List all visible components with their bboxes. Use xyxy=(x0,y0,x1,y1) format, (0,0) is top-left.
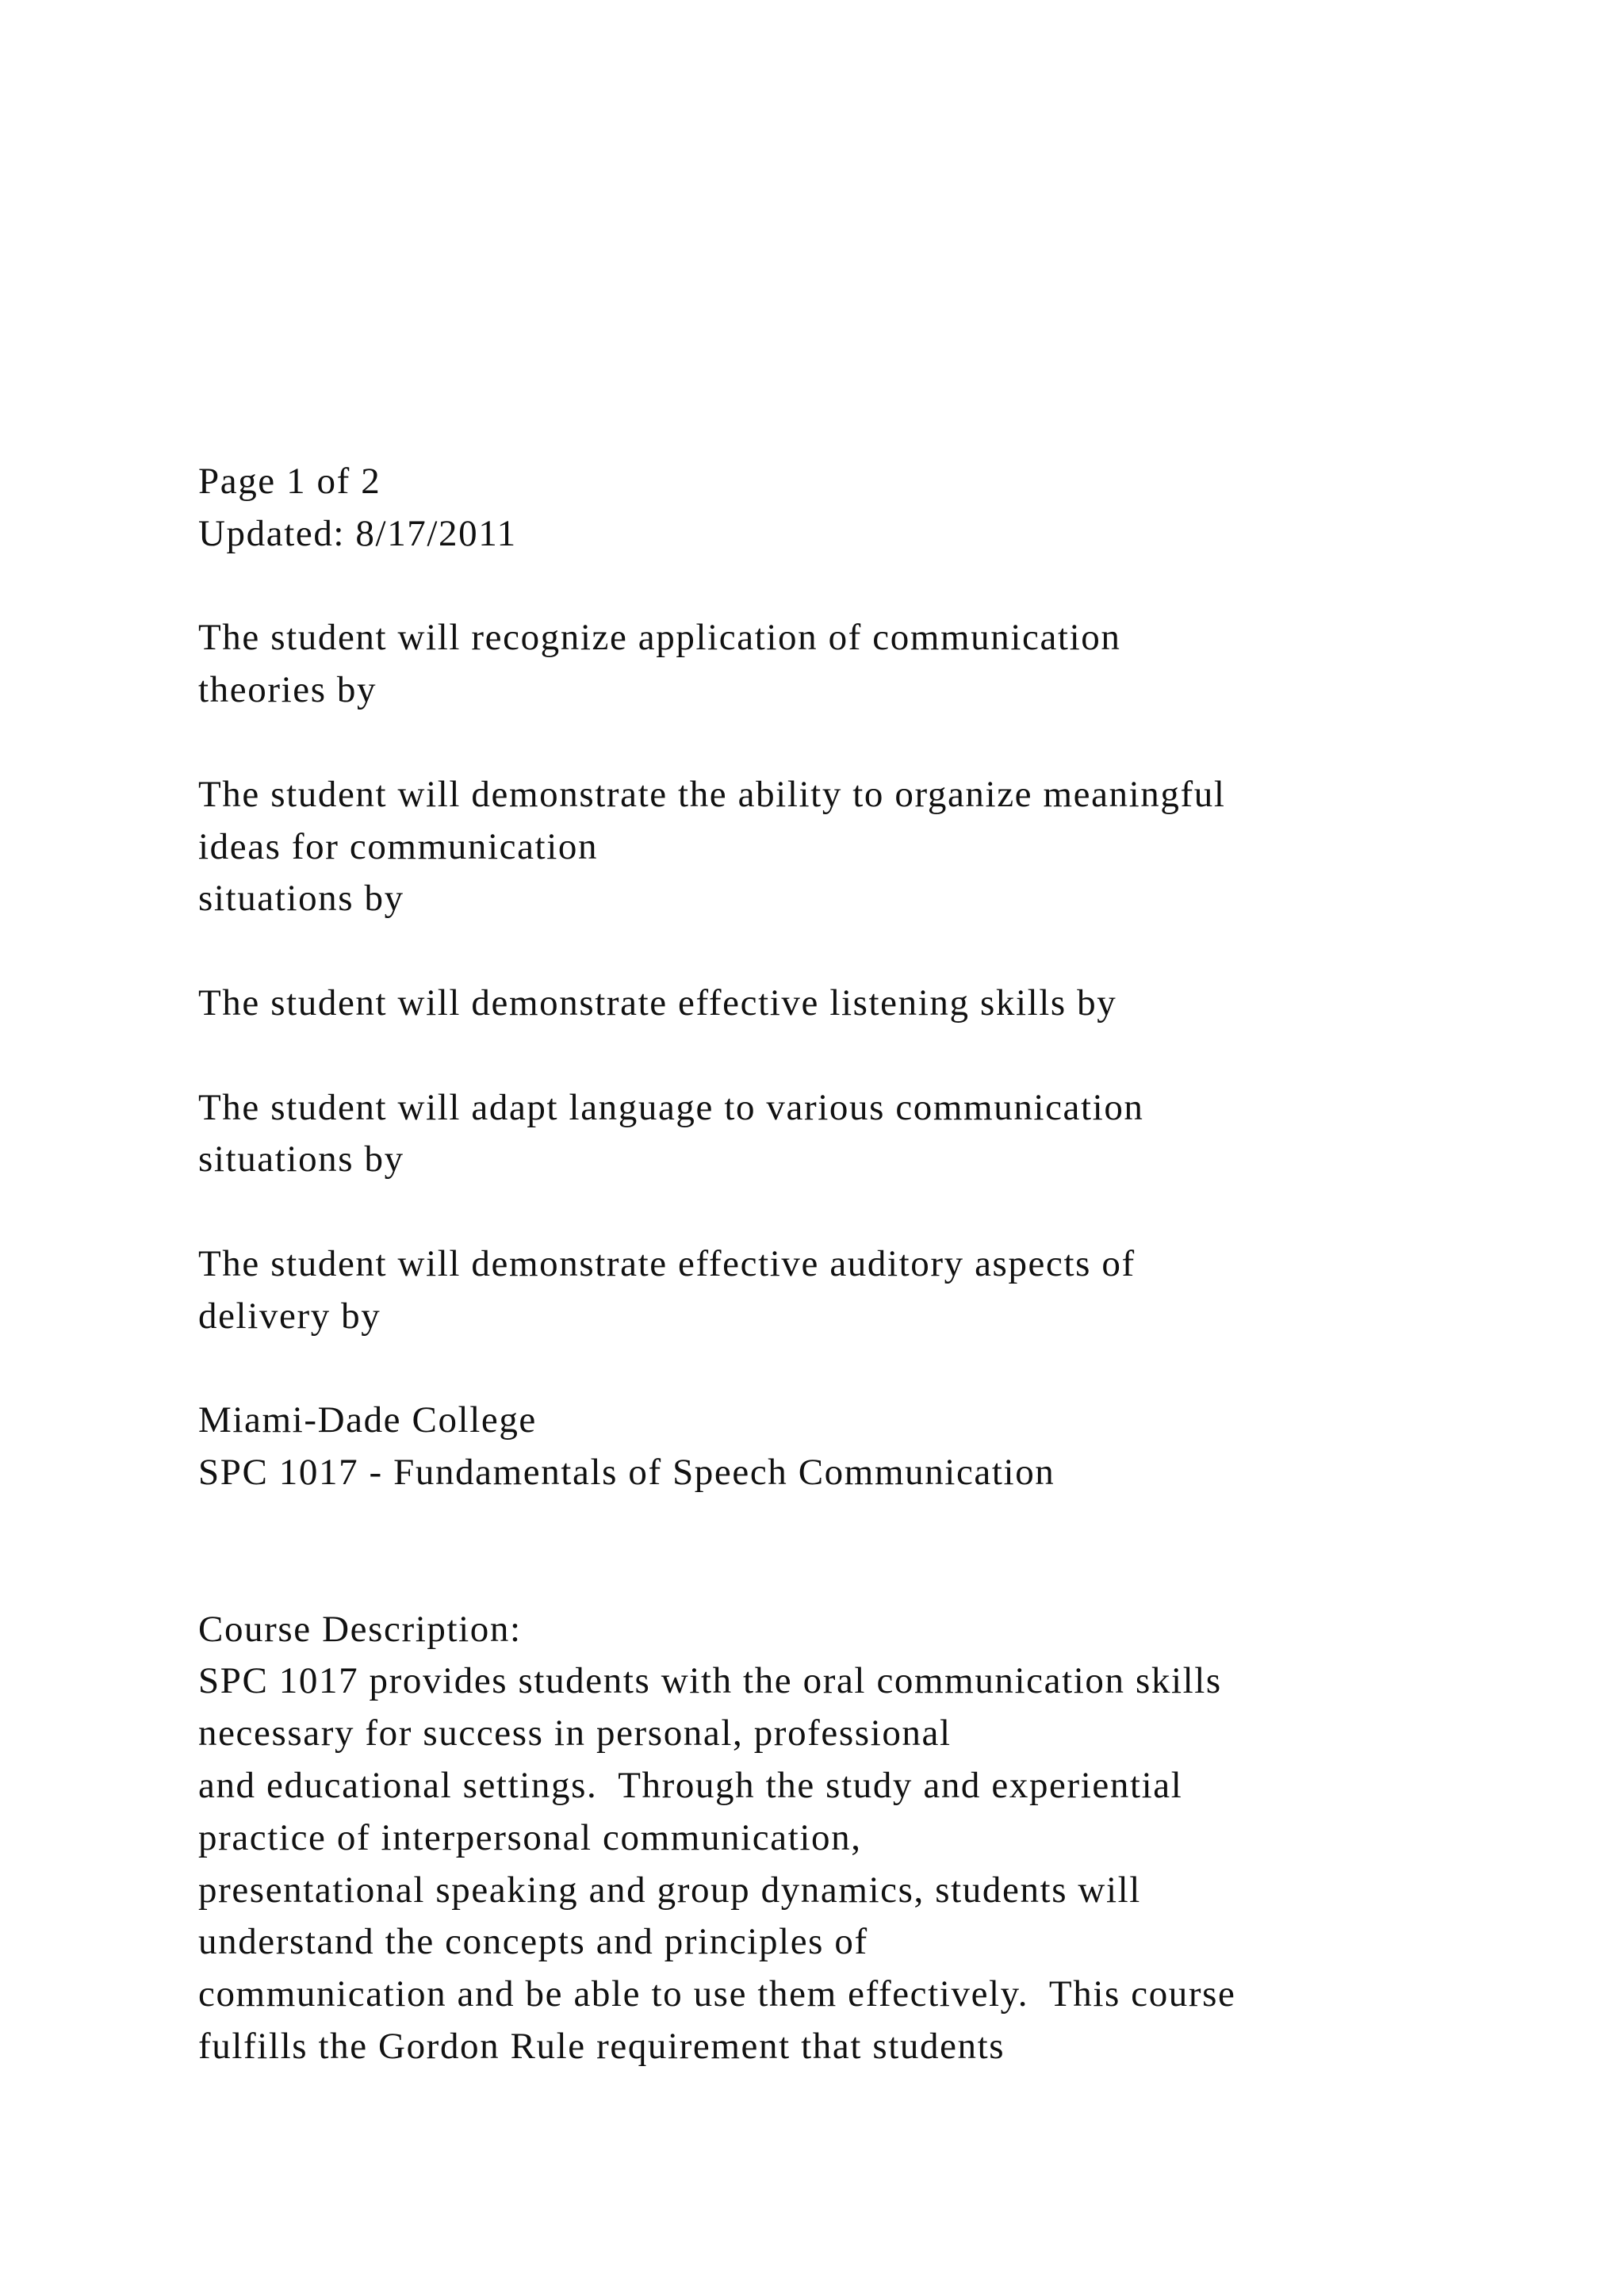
spacer xyxy=(198,925,1562,978)
description-line: presentational speaking and group dynamics, students will xyxy=(198,1869,1141,1911)
institution-name: Miami-Dade College xyxy=(198,1399,537,1441)
description-line: communication and be able to use them effectively. This course xyxy=(198,1973,1236,2015)
description-line: and educational settings. Through the study and experiential xyxy=(198,1764,1183,1806)
outcome-block xyxy=(198,1082,1562,1187)
description-line: understand the concepts and principles of xyxy=(198,1921,868,1963)
outcome-line: situations by xyxy=(198,878,404,920)
outcome-line: The student will adapt language to various communication xyxy=(198,1086,1144,1128)
outcome-line: The student will demonstrate effective listening skills by xyxy=(198,982,1117,1024)
outcome-block xyxy=(198,769,1562,925)
outcome-block xyxy=(198,978,1562,1030)
spacer xyxy=(198,1499,1562,1604)
description-body xyxy=(198,1655,1562,2072)
document-page xyxy=(198,456,1562,2073)
course-title: SPC 1017 - Fundamentals of Speech Communication xyxy=(198,1452,1055,1494)
outcome-line: The student will recognize application of communication xyxy=(198,617,1121,659)
page-number: Page 1 of 2 xyxy=(198,461,381,502)
spacer xyxy=(198,717,1562,769)
outcome-block xyxy=(198,1238,1562,1343)
outcome-line: ideas for communication xyxy=(198,825,599,867)
spacer xyxy=(198,1343,1562,1395)
description-line: necessary for success in personal, professional xyxy=(198,1712,952,1755)
spacer xyxy=(198,1030,1562,1082)
description-line: fulfills the Gordon Rule requirement that students xyxy=(198,2025,1005,2067)
outcome-line: theories by xyxy=(198,669,377,711)
description-heading: Course Description: xyxy=(198,1608,522,1650)
description-line: SPC 1017 provides students with the oral communication skills xyxy=(198,1660,1222,1702)
spacer xyxy=(198,561,1562,613)
outcome-line: The student will demonstrate the ability to organize meaningful xyxy=(198,773,1226,815)
outcome-line: The student will demonstrate effective auditory aspects of xyxy=(198,1242,1136,1284)
updated-date: Updated: 8/17/2011 xyxy=(198,512,517,554)
outcome-block xyxy=(198,612,1562,717)
outcome-line: situations by xyxy=(198,1138,404,1181)
outcome-line: delivery by xyxy=(198,1295,381,1337)
description-line: practice of interpersonal communication, xyxy=(198,1816,862,1858)
spacer xyxy=(198,1186,1562,1238)
